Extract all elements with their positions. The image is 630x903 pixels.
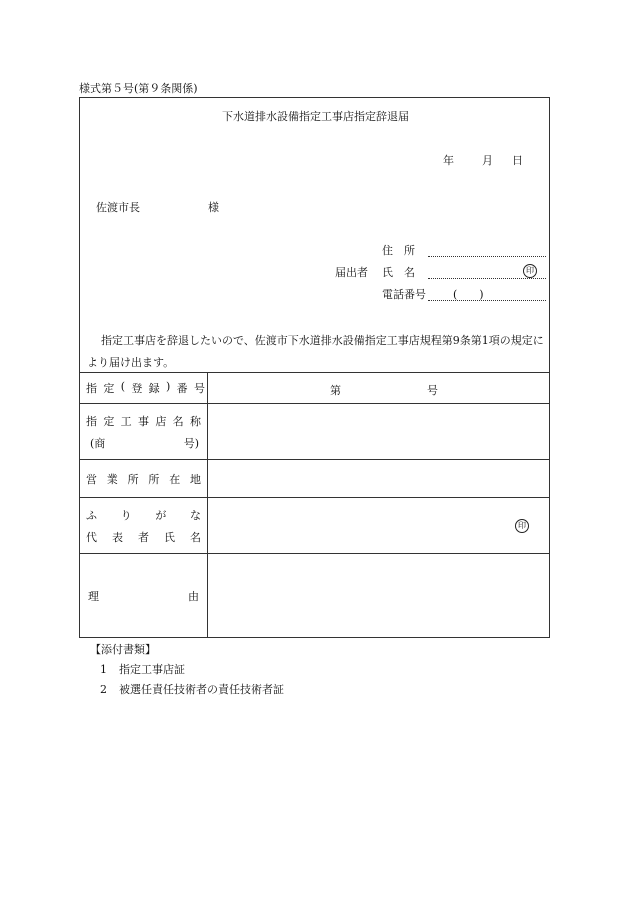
reason-label: 理 由: [80, 554, 208, 638]
details-table: [79, 372, 550, 638]
registration-number-input[interactable]: [208, 373, 550, 404]
phone-row: [80, 286, 551, 302]
phone-input[interactable]: [428, 300, 546, 301]
form-number-label: 様式第５号(第９条関係): [79, 82, 198, 95]
office-address-label: 営 業 所 所 在 地: [80, 460, 208, 498]
shop-name-row: [80, 404, 550, 460]
shop-name-label: 指 定 工 事 店 名 称 (商 号): [80, 404, 208, 460]
notice-header-box: [79, 97, 550, 373]
attachments-heading: 【添付書類】: [90, 643, 156, 656]
registration-label: 指 定 ( 登 録 ) 番 号: [80, 373, 208, 404]
date-year-label: 年: [443, 154, 454, 167]
office-row: [80, 460, 550, 498]
document-title: 下水道排水設備指定工事店指定辞退届: [222, 110, 409, 123]
representative-row: [80, 498, 550, 554]
registration-suffix: 号: [427, 384, 438, 397]
declaration-text: 指定工事店を辞退したいので、佐渡市下水道排水設備指定工事店規程第9条第1項の規定により届け出ます。: [87, 334, 544, 369]
reason-row: [80, 554, 550, 638]
date-month-label: 月: [482, 154, 493, 167]
reason-input[interactable]: [208, 554, 550, 638]
addressee-name: 佐渡市長: [96, 201, 140, 214]
attachment-item: 1 指定工事店証: [100, 663, 185, 676]
attachments-section: [90, 640, 284, 700]
name-label: 氏 名: [382, 266, 415, 279]
attachment-item: 2 被選任責任技術者の責任技術者証: [100, 683, 284, 696]
addressee: [96, 199, 219, 215]
representative-label: ふ り が な 代 表 者 氏 名: [80, 498, 208, 554]
phone-label: 電話番号: [382, 288, 426, 301]
seal-mark: 印: [523, 264, 537, 278]
date-day-label: 日: [512, 154, 523, 167]
applicant-role-label: 届出者: [335, 266, 368, 279]
registration-row: [80, 373, 550, 404]
registration-prefix: 第: [330, 384, 341, 397]
representative-input[interactable]: [208, 498, 550, 554]
phone-area-parentheses: ( ): [453, 288, 484, 301]
address-row: [80, 242, 551, 258]
address-label: 住 所: [382, 244, 415, 257]
addressee-honorific: 様: [208, 201, 219, 214]
office-address-input[interactable]: [208, 460, 550, 498]
address-input[interactable]: [428, 256, 546, 257]
shop-name-input[interactable]: [208, 404, 550, 460]
representative-seal-mark: 印: [515, 519, 529, 533]
name-input[interactable]: [428, 278, 546, 279]
name-row: [80, 264, 551, 280]
